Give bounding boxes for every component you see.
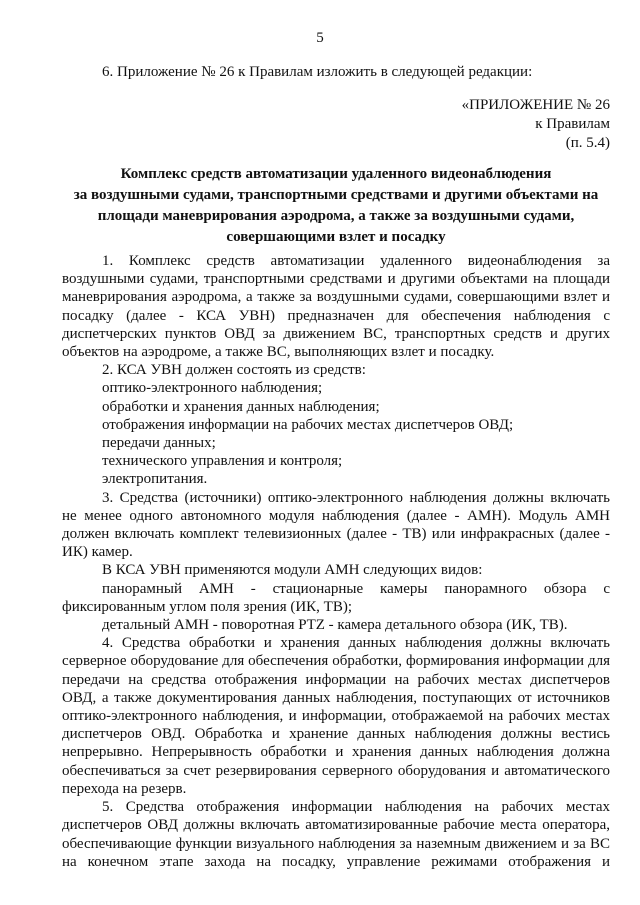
title-line-1: Комплекс средств автоматизации удаленного видеонаблюдения xyxy=(120,166,552,182)
page-number: 5 xyxy=(316,30,324,46)
paragraph-1: 1. Комплекс средств автоматизации удаленного видеонаблюдения за воздушными судами, транспортными средствами и другими объектами на площади маневрирования аэродрома, а также за воздушными судами, совершающими взлет и посадку (далее - КСА УВН) предназначен для обеспечения наблюдения с диспетчерских пунктов ОВД за движением ВС, транспортных средств и других объектов на аэродроме, а также ВС, выполняющих взлет и посадку. xyxy=(62,253,610,361)
paragraph-2: 2. КСА УВН должен состоять из средств: xyxy=(102,362,366,379)
paragraph-3-modules-intro: В КСА УВН применяются модули АМН следующих видов: xyxy=(102,562,483,579)
list-item: технического управления и контроля; xyxy=(102,453,343,470)
appendix-clause-ref: (п. 5.4) xyxy=(565,135,610,151)
appendix-header xyxy=(462,96,610,153)
title-line-4: совершающими взлет и посадку xyxy=(226,229,446,245)
page-bottom-edge xyxy=(0,899,640,905)
list-item: оптико-электронного наблюдения; xyxy=(102,380,323,397)
paragraph-3-panoramic: панорамный АМН - стационарные камеры панорамного обзора с фиксированным углом поля зрения (ИК, ТВ); xyxy=(62,580,610,615)
paragraph-4: 4. Средства обработки и хранения данных наблюдения должны включать серверное оборудование для обеспечения обработки, формирования информации для передачи на средства отображения информации на рабочих местах диспетчеров ОВД, а также документирования данных наблюдения, поступающих от источников оптико-электронного наблюдения, и информации, отображаемой на рабочих местах диспетчеров ОВД. Обработка и хранение данных наблюдения должны вестись непрерывно. Непрерывность обработки и хранения данных наблюдения должна обеспечиваться за счет резервирования серверного оборудования и автоматического перехода на резерв. xyxy=(62,635,610,797)
paragraph-5: 5. Средства отображения информации наблюдения на рабочих местах диспетчеров ОВД должны включать автоматизированные рабочие места оператора, обеспечивающие функции визуального наблюдения за наземным движением и за ВС на конечном этапе захода на посадку, управление режимами отображения и xyxy=(62,799,610,870)
paragraph-3: 3. Средства (источники) оптико-электронного наблюдения должны включать не менее одного автономного модуля наблюдения (далее - АМН). Модуль АМН должен включать комплект телевизионных (далее - ТВ) или инфракрасных (далее - ИК) камер. xyxy=(62,489,610,561)
list-item: передачи данных; xyxy=(102,435,216,452)
list-item: электропитания. xyxy=(102,471,208,488)
document-body xyxy=(62,252,610,871)
title-line-3: площади маневрирования аэродрома, а также за воздушными судами, xyxy=(97,208,575,224)
document-title xyxy=(62,164,610,248)
appendix-rules-ref: к Правилам xyxy=(535,116,610,132)
paragraph-3-detailed: детальный АМН - поворотная PTZ - камера детального обзора (ИК, ТВ). xyxy=(102,617,568,634)
list-item: обработки и хранения данных наблюдения; xyxy=(102,398,380,415)
amendment-instruction: 6. Приложение № 26 к Правилам изложить в следующей редакции: xyxy=(102,64,533,80)
title-line-2: за воздушными судами, транспортными средствами и другими объектами на xyxy=(73,187,599,203)
appendix-title: «ПРИЛОЖЕНИЕ № 26 xyxy=(461,97,610,113)
list-item: отображения информации на рабочих местах диспетчеров ОВД; xyxy=(102,416,514,433)
